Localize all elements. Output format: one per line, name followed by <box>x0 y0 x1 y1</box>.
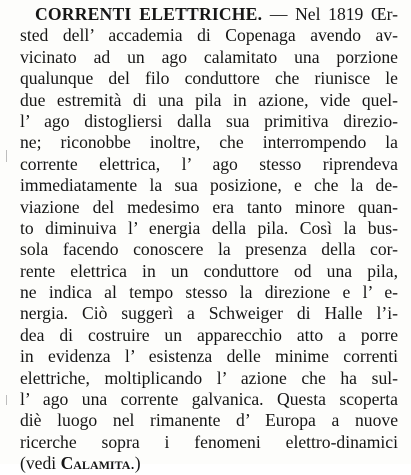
entry-line: ne; riconobbe inoltre, che interrompendo la <box>20 132 398 153</box>
entry-last-line-prefix: (vedi <box>20 453 61 474</box>
entry-line: ricerche sopra i fenomeni elettro-dinamici <box>20 431 398 452</box>
entry-line: ne indica al tempo stesso la direzione e l’ e- <box>20 282 398 303</box>
cross-reference-link[interactable]: Calamita <box>60 453 131 474</box>
entry-line: qualunque del filo conduttore che riunisce le <box>20 68 398 89</box>
entry-line: sola facendo conoscere la presenza della cor- <box>20 239 398 260</box>
entry-line: diè luogo nel rimanente d’ Europa a nuove <box>20 410 398 431</box>
entry-line: immediatamente la sua posizione, e che la de- <box>20 175 398 196</box>
entry-line: viazione del medesimo era tanto minore quan- <box>20 196 398 217</box>
entry-line: dea di costruire un apparecchio atto a porre <box>20 324 398 345</box>
entry-line: rente elettrica in un conduttore od una pila, <box>20 260 398 281</box>
scan-edge-mark <box>6 150 7 162</box>
scan-edge-mark <box>6 395 7 405</box>
entry-first-line <box>20 4 398 25</box>
entry-last-line-suffix: .) <box>130 453 141 474</box>
entry-line: in evidenza l’ esistenza delle minime correnti <box>20 346 398 367</box>
entry-line: l’ ago una corrente galvanica. Questa scoperta <box>20 389 398 410</box>
entry-first-line-rest: — Nel 1819 Œr- <box>262 4 398 24</box>
entry-line: due estremità di una pila in azione, vide quel- <box>20 89 398 110</box>
entry-line: l’ ago distogliersi dalla sua primitiva direzio- <box>20 110 398 131</box>
entry-line: vicinato ad un ago calamitato una porzione <box>20 46 398 67</box>
entry-line: to diminuiva l’ energia della pila. Così la bus- <box>20 217 398 238</box>
entry-line: corrente elettrica, l’ ago stesso riprendeva <box>20 153 398 174</box>
entry-headword: CORRENTI ELETTRICHE. <box>35 4 263 24</box>
entry-line: nergia. Ciò suggerì a Schweiger di Halle l’i- <box>20 303 398 324</box>
entry-line: sted dell’ accademia di Copenaga avendo av- <box>20 25 398 46</box>
entry-line: elettriche, moltiplicando l’ azione che ha sul- <box>20 367 398 388</box>
entry-text-column <box>20 4 398 475</box>
